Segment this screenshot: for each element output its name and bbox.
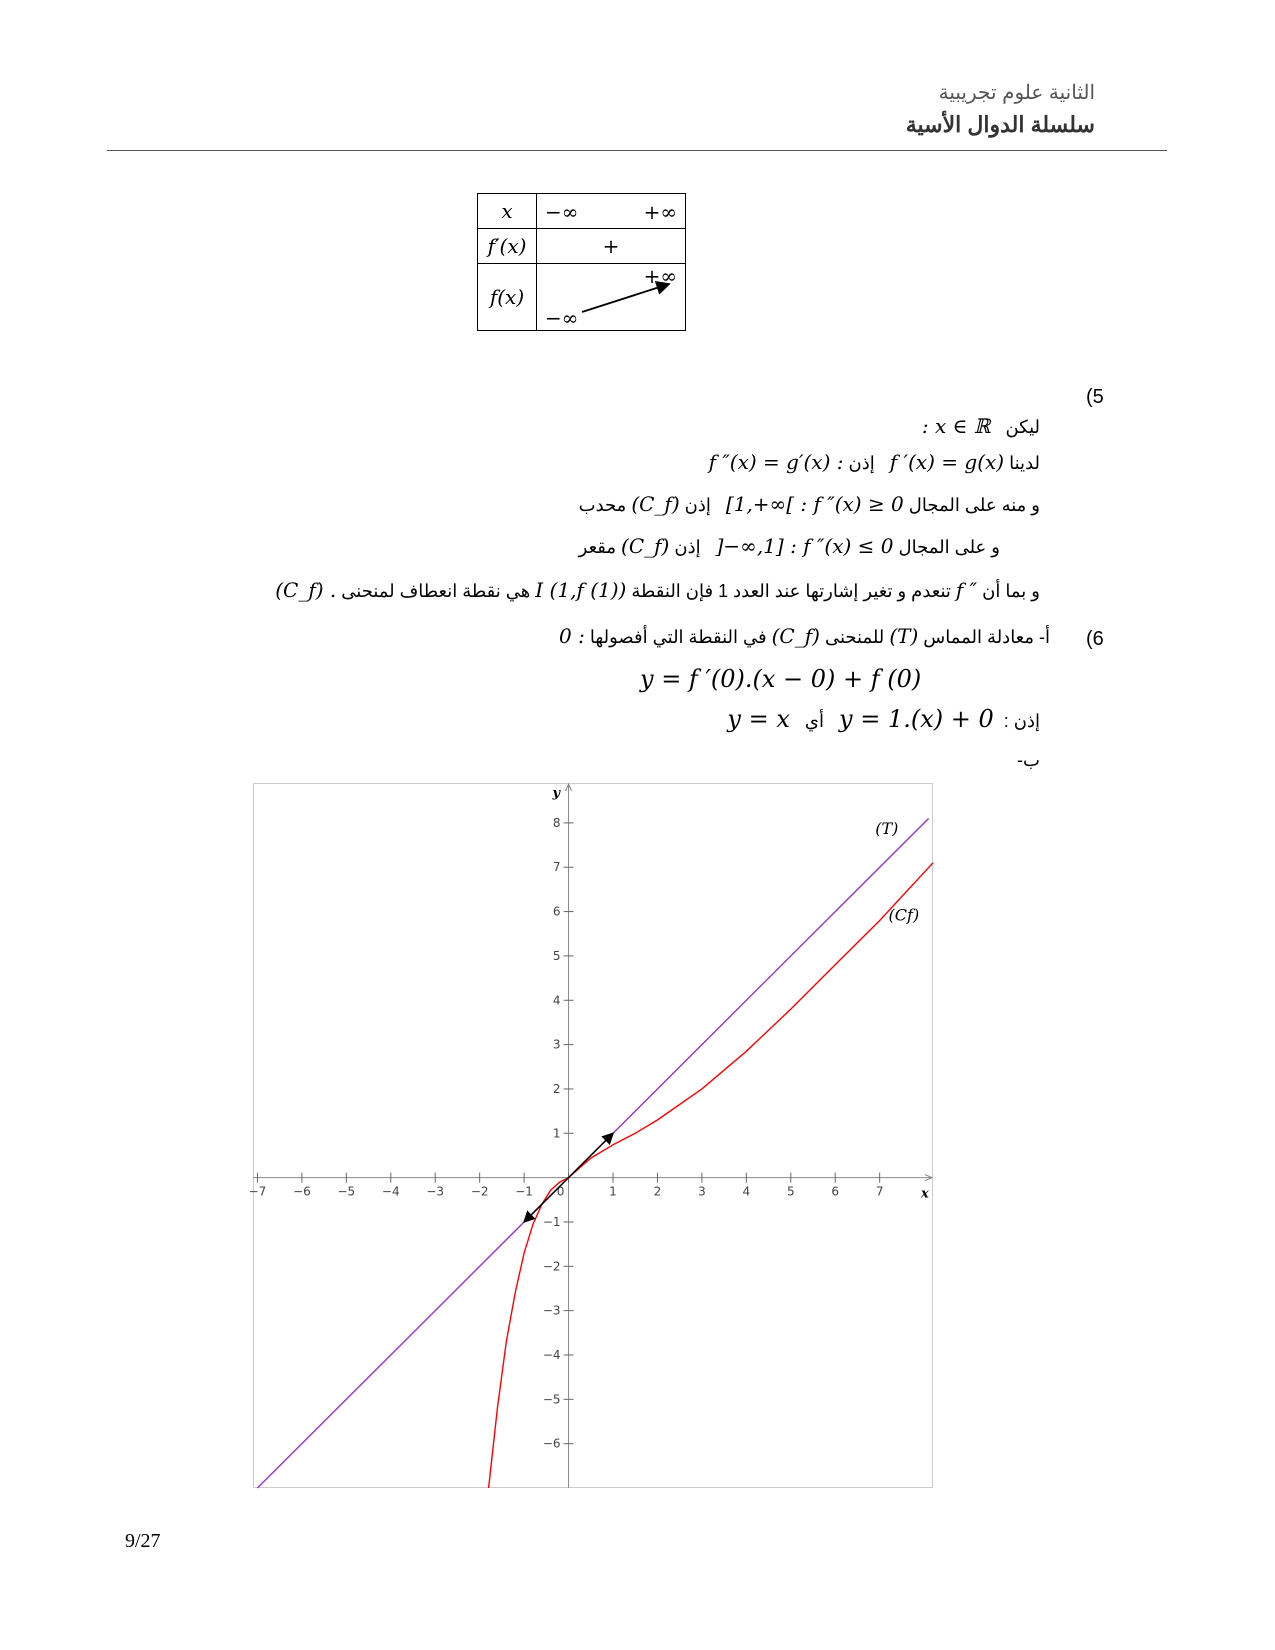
x-tick-label: −2 xyxy=(470,1184,489,1199)
y-tick-label: 8 xyxy=(552,815,561,830)
y-tick-label: −3 xyxy=(542,1303,561,1318)
q5-l3-m1: ]−∞,1] : f ″(x) ≤ 0 xyxy=(715,534,894,558)
increasing-arrow-icon xyxy=(577,278,677,318)
x-tick-label: −4 xyxy=(381,1184,400,1199)
q5-l2-m1: [1,+∞[ : f ″(x) ≥ 0 xyxy=(725,492,904,516)
q6-a-m2: (C_f) xyxy=(771,624,820,648)
graph-frame xyxy=(254,784,933,1488)
q5-l4-m3: (C_f) . xyxy=(275,578,337,602)
var-table-fprime-label: f′(x) xyxy=(478,229,537,264)
q5-l3-a: و على المجال xyxy=(898,537,1000,557)
y-tick-label: −4 xyxy=(542,1347,561,1362)
fprime-sign: + xyxy=(537,229,686,264)
y-tick-label: 6 xyxy=(552,904,561,919)
y-tick-label: 7 xyxy=(552,860,561,875)
q5-l3-c: مقعر xyxy=(578,537,617,557)
q5-l2-a: و منه على المجال xyxy=(908,495,1040,515)
q5-l2-m2: (C_f) xyxy=(631,492,680,516)
label-Cf: (Cf) xyxy=(888,905,920,925)
q5-line-4 xyxy=(275,578,1040,602)
q5-let-text: ليكن xyxy=(1005,417,1040,437)
q5-l1-m1: f ′(x) = g(x) xyxy=(889,450,1005,474)
q5-l3-m2: (C_f) xyxy=(621,534,670,558)
q5-line-3 xyxy=(579,534,1000,558)
x-axis-label: x xyxy=(921,1186,929,1202)
x-tick-label: −5 xyxy=(337,1184,356,1199)
q6-a-text1: أ- معادلة المماس xyxy=(923,627,1050,647)
tangent-equation-general: y = f ′(0).(x − 0) + f (0) xyxy=(640,665,922,693)
var-table-x-label: x xyxy=(478,194,537,229)
x-tick-label: −7 xyxy=(248,1184,267,1199)
q5-l4-m2: I (1,f (1)) xyxy=(535,578,627,602)
y-tick-label: −2 xyxy=(542,1259,561,1274)
x-tick-label: 7 xyxy=(875,1184,884,1199)
q5-l4-b: تنعدم و تغير إشارتها عند العدد 1 فإن النقطة xyxy=(631,581,951,601)
q5-line-1 xyxy=(709,450,1040,474)
q6-eq2-mid: أي xyxy=(804,711,824,731)
x-tick-label: 1 xyxy=(609,1184,617,1199)
variation-table xyxy=(477,193,686,331)
question-5-number: (5 xyxy=(1086,386,1104,408)
x-tick-label: 2 xyxy=(653,1184,662,1199)
q5-l2-c: محدب xyxy=(578,495,627,515)
x-tick-label: 3 xyxy=(698,1184,706,1199)
q5-l2-b: إذن xyxy=(684,495,711,515)
function-graph xyxy=(248,783,933,1488)
q5-l1-m2: f ″(x) = g′(x) : xyxy=(708,450,844,474)
y-tick-label: 4 xyxy=(552,993,561,1008)
q6-eq2: y = 1.(x) + 0 xyxy=(839,705,994,733)
q5-l1-a: لدينا xyxy=(1009,453,1040,473)
q6-a-m3: 0 : xyxy=(559,624,585,648)
q6-b-label: ب- xyxy=(1017,750,1040,770)
x-tick-label: 6 xyxy=(831,1184,840,1199)
question-6-number: (6 xyxy=(1086,628,1104,650)
q5-let-math: : x ∈ ℝ xyxy=(921,414,991,438)
x-tick-label: 4 xyxy=(742,1184,751,1199)
header-rule xyxy=(107,150,1167,151)
q6-a-text3: في النقطة التي أفصولها xyxy=(589,627,767,647)
y-tick-label: 1 xyxy=(552,1126,561,1141)
x-tick-label: −6 xyxy=(293,1184,311,1199)
q5-let-line xyxy=(922,414,1040,438)
q5-l4-c: هي نقطة انعطاف لمنحنى xyxy=(341,581,531,601)
y-tick-label: 5 xyxy=(552,948,561,963)
y-tick-label: 2 xyxy=(552,1081,561,1096)
q6-eq2-label: إذن : xyxy=(1003,711,1040,731)
f-top-limit: +∞ xyxy=(643,264,677,288)
y-axis-label: y xyxy=(552,786,561,801)
x-tick-label: 0 xyxy=(556,1184,565,1199)
q5-l3-b: إذن xyxy=(674,537,701,557)
q5-l1-b: إذن xyxy=(848,453,875,473)
q6-a-m1: (T) xyxy=(889,624,919,648)
var-table-x-row xyxy=(537,194,686,229)
header-level: الثانية علوم تجريبية xyxy=(938,82,1095,104)
q6-eq2-line xyxy=(727,705,1040,733)
x-tick-label: −1 xyxy=(515,1184,533,1199)
q5-line-2 xyxy=(579,492,1040,516)
q6-eq3: y = x xyxy=(727,705,790,733)
q5-l4-a: و بما أن xyxy=(982,581,1040,601)
x-left-limit: −∞ xyxy=(545,200,579,224)
y-tick-label: −6 xyxy=(542,1436,561,1451)
var-table-f-row xyxy=(537,264,686,331)
y-tick-label: −1 xyxy=(542,1214,561,1229)
y-tick-label: 3 xyxy=(552,1037,561,1052)
x-tick-label: 5 xyxy=(786,1184,795,1199)
x-tick-label: −3 xyxy=(426,1184,445,1199)
q6-a-text2: للمنحنى xyxy=(824,627,885,647)
var-table-f-label: f(x) xyxy=(478,264,537,331)
q5-l4-m1: f ″ xyxy=(955,578,978,602)
f-bottom-limit: −∞ xyxy=(545,306,579,330)
q6-a-line xyxy=(559,624,1050,648)
y-tick-label: −5 xyxy=(542,1392,561,1407)
x-right-limit: +∞ xyxy=(643,200,677,224)
page-number: 9/27 xyxy=(125,1530,161,1552)
header-series-title: سلسلة الدوال الأسية xyxy=(905,112,1095,137)
label-T: (T) xyxy=(875,818,899,838)
